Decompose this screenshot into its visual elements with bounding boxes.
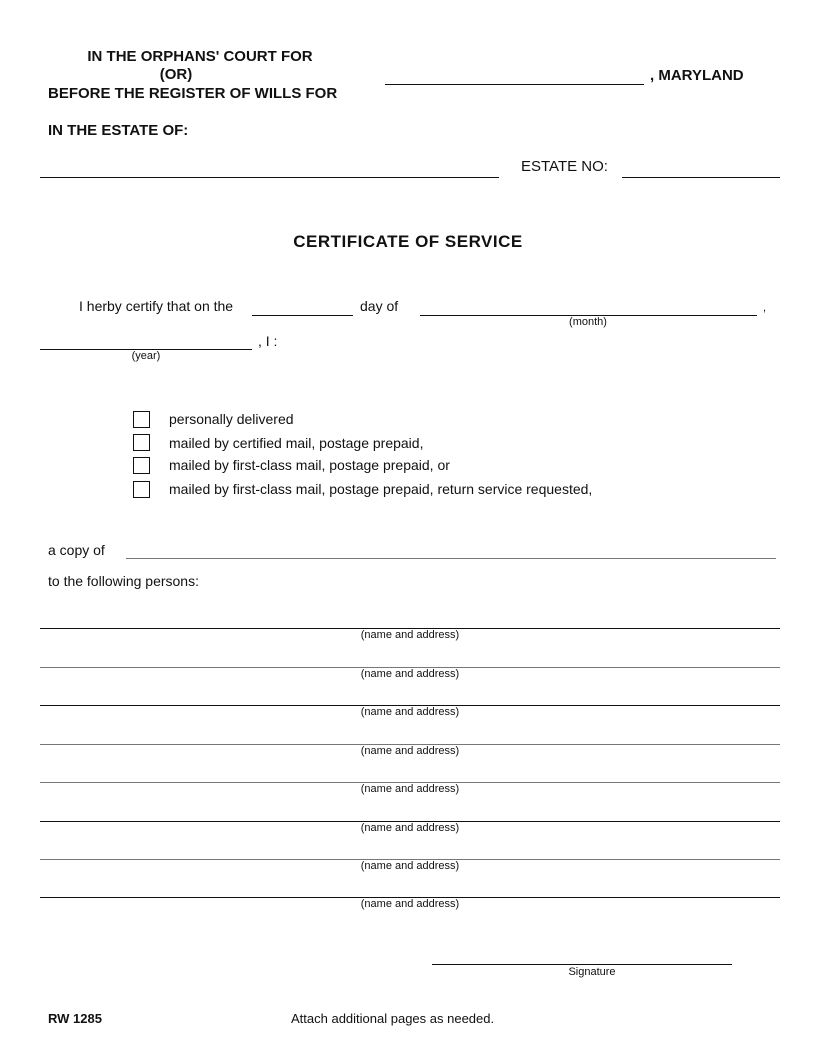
estate-no-label: ESTATE NO: [521,158,608,175]
year-caption: (year) [131,350,161,362]
after-year-label: , I : [258,333,278,349]
estate-name-field[interactable] [40,177,499,178]
day-of-label: day of [360,298,399,314]
recipient-caption: (name and address) [360,898,460,910]
return-service-checkbox[interactable] [133,481,150,498]
to-persons-label: to the following persons: [48,573,199,589]
day-field[interactable] [252,315,353,316]
month-caption: (month) [569,316,607,328]
court-line-3: BEFORE THE REGISTER OF WILLS FOR [48,85,338,102]
certify-intro: I herby certify that on the [79,298,234,314]
recipient-caption: (name and address) [360,822,460,834]
recipient-caption: (name and address) [360,860,460,872]
option-label: mailed by first-class mail, postage prepaid, or [169,457,450,473]
copy-of-field[interactable] [126,558,776,559]
personally-delivered-checkbox[interactable] [133,411,150,428]
county-field[interactable] [385,84,644,85]
recipient-caption: (name and address) [360,745,460,757]
certified-mail-checkbox[interactable] [133,434,150,451]
month-comma: , [763,302,767,314]
first-class-mail-checkbox[interactable] [133,457,150,474]
estate-of-label: IN THE ESTATE OF: [48,122,189,139]
footer-note: Attach additional pages as needed. [291,1011,495,1026]
court-line-2: (OR) [159,66,193,83]
option-label: personally delivered [169,411,294,427]
recipient-caption: (name and address) [360,706,460,718]
option-label: mailed by certified mail, postage prepaid, [169,435,424,451]
recipient-caption: (name and address) [360,629,460,641]
recipient-caption: (name and address) [360,783,460,795]
signature-field[interactable] [432,964,732,965]
option-label: mailed by first-class mail, postage prepaid, return service requested, [169,481,593,497]
court-line-1: IN THE ORPHANS' COURT FOR [87,48,313,65]
form-number: RW 1285 [48,1011,102,1026]
signature-caption: Signature [568,966,616,978]
estate-no-field[interactable] [622,177,780,178]
page-title: CERTIFICATE OF SERVICE [293,232,523,251]
state-label: , MARYLAND [650,67,744,84]
copy-of-label: a copy of [48,542,105,558]
recipient-caption: (name and address) [360,668,460,680]
